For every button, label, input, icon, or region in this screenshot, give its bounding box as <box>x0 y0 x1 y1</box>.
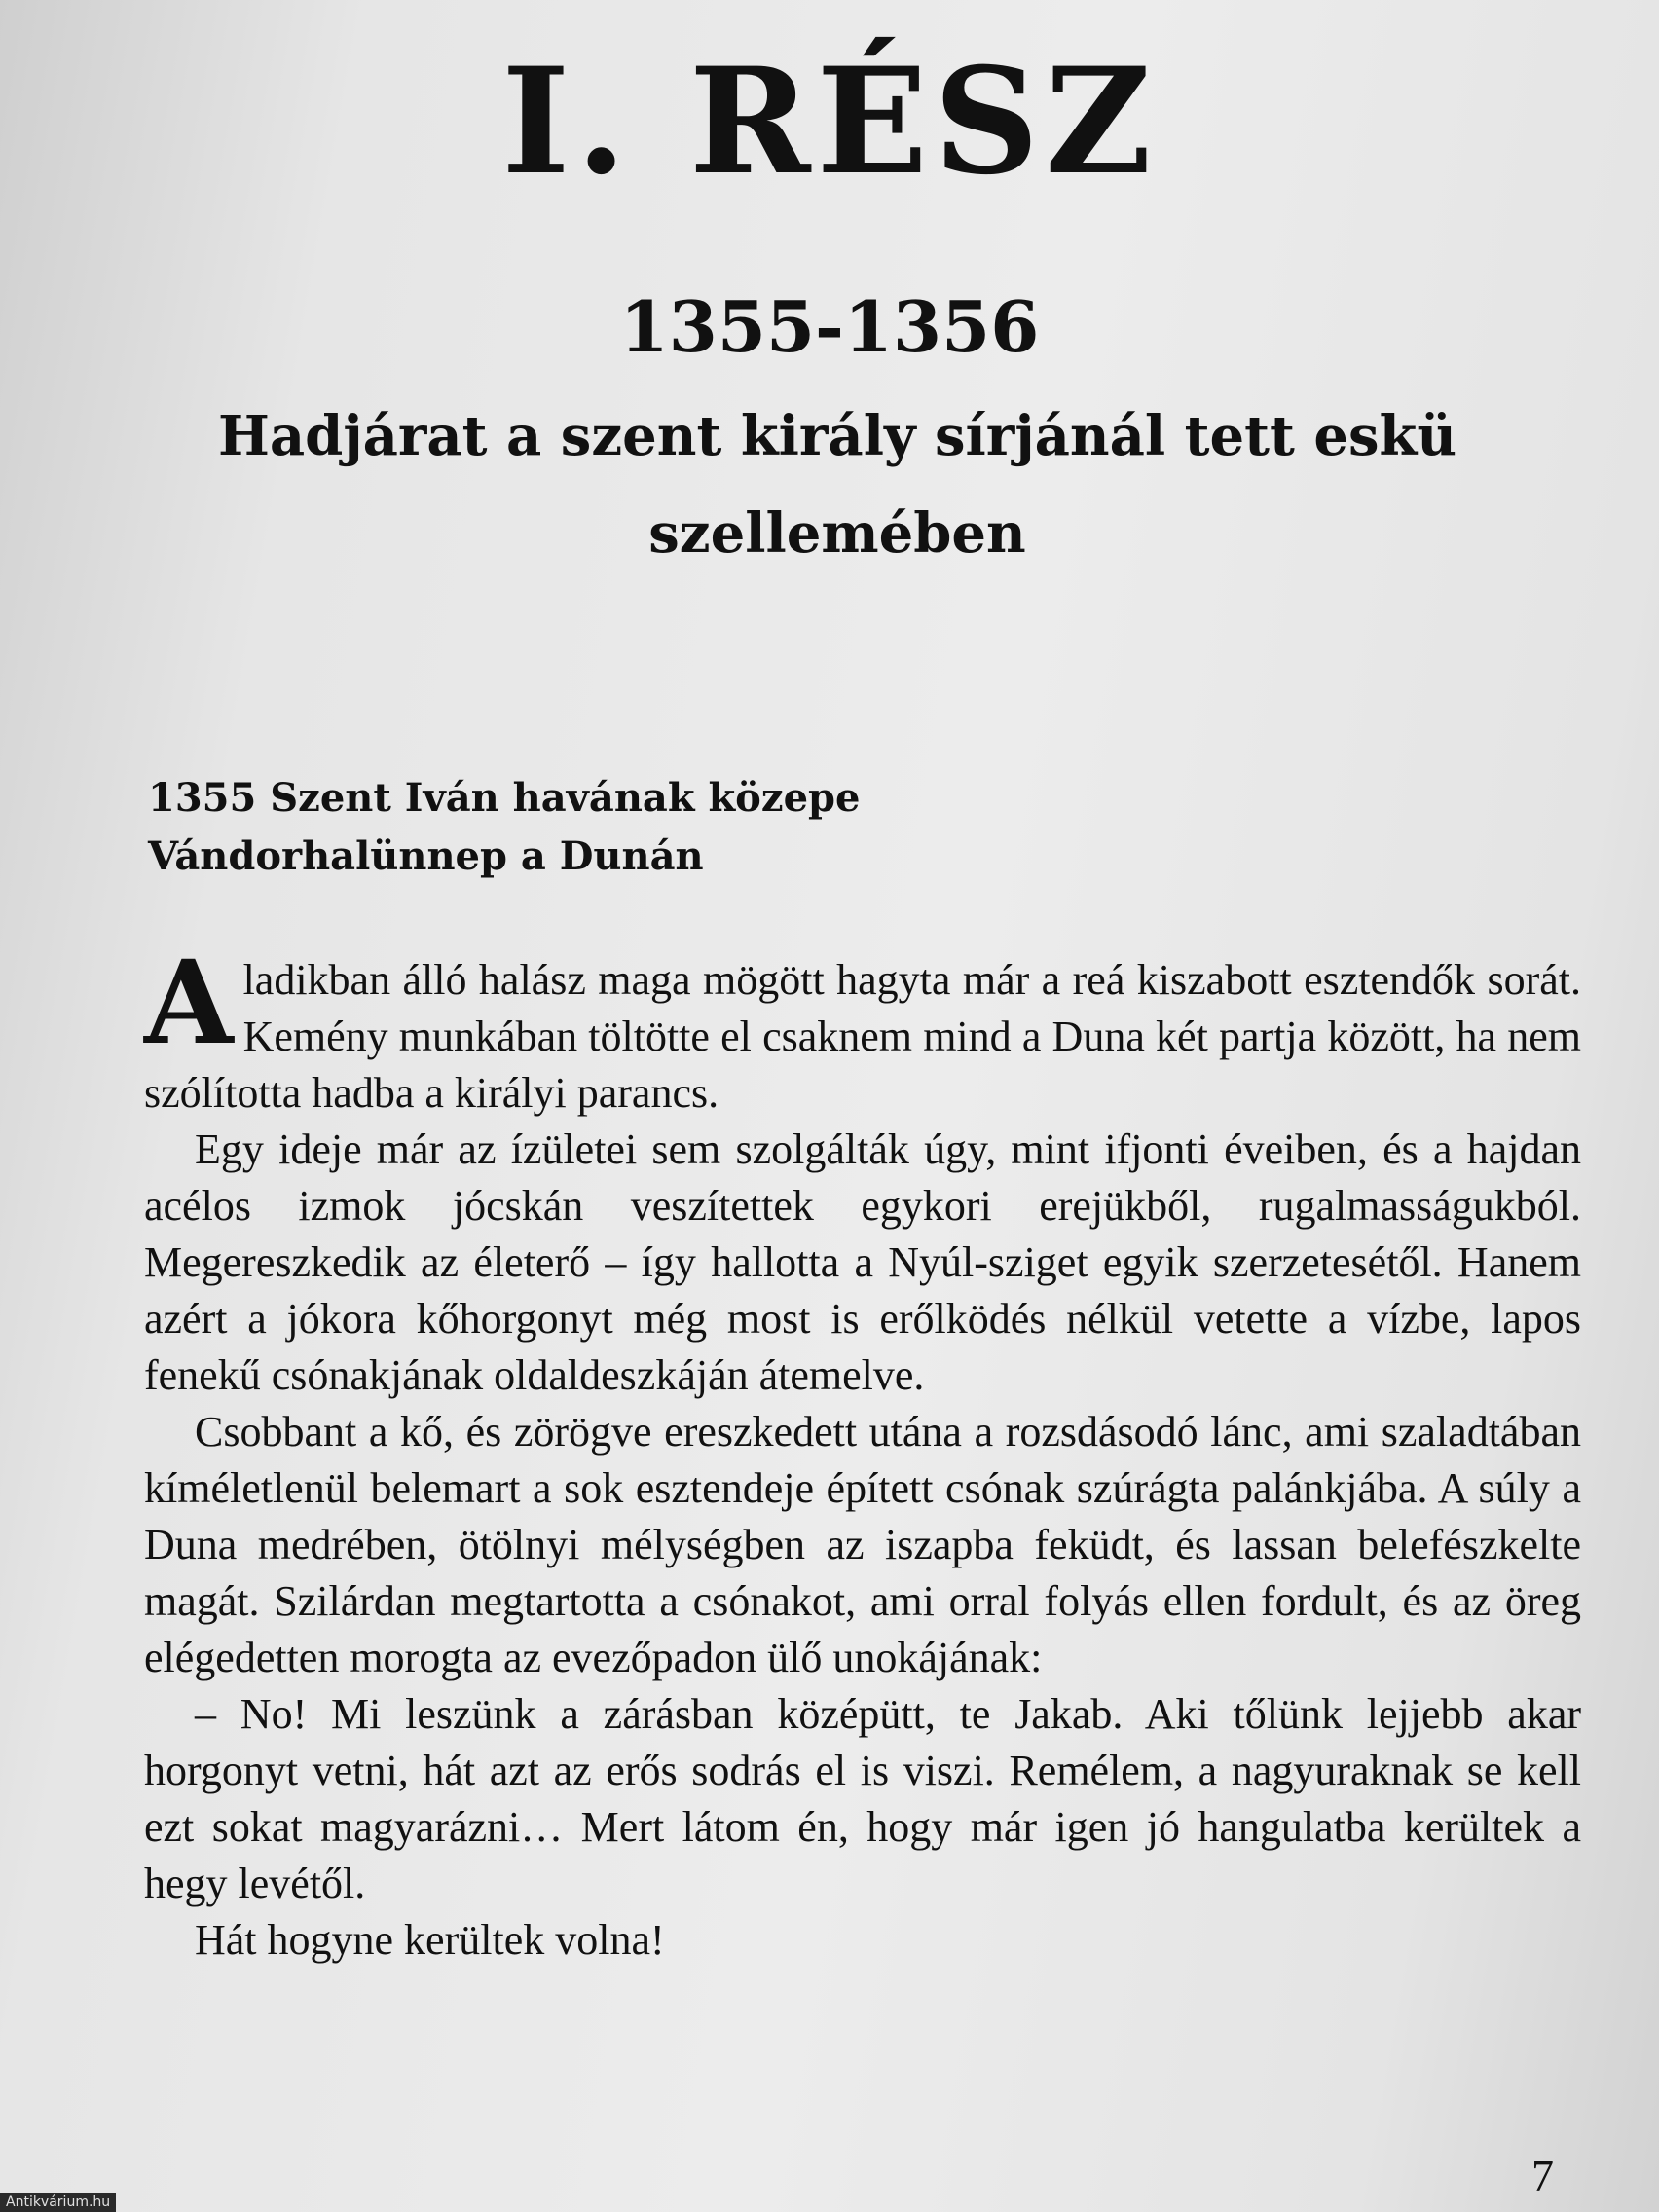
chapter-years: 1355-1356 <box>619 285 1040 368</box>
section-heading-date: 1355 Szent Iván havának közepe <box>148 775 861 821</box>
part-title: I. RÉSZ <box>501 36 1158 207</box>
paragraph-2: Egy ideje már az ízületei sem szolgálták úgy, mint ifjonti éveiben, és a hajdan acélos izmok jócskán veszítettek egykori erejükből, rugalmasságukból. Megereszkedik az életerő – így hallotta a Nyúl-sziget egyik szerzetesétől. Hanem azért a jókora kőhorgonyt még most is erőlködés nélkül vetette a vízbe, lapos fenekű csónakjának oldaldeszkáján átemelve. <box>144 1125 1581 1399</box>
paragraph-5: Hát hogyne kerültek volna! <box>195 1916 665 1964</box>
drop-cap: A <box>144 935 234 1070</box>
paragraph-3: Csobbant a kő, és zörögve ereszkedett utána a rozsdásodó lánc, ami szaladtában kíméletlenül belemart a sok esztendeje épített csónak szúrágta palánkjába. A súly a Duna medrében, ötölnyi mélységben az iszapba feküdt, és lassan belefészkelte magát. Szilárdan megtartotta a csónakot, ami orral folyás ellen fordult, és az öreg elégedetten morogta az evezőpadon ülő unokájának: <box>144 1408 1581 1681</box>
section-heading-title: Vándorhalünnep a Dunán <box>148 833 704 879</box>
chapter-subtitle: Hadjárat a szent király sírjánál tett eskü szellemében <box>217 404 1457 566</box>
body-text <box>144 935 1581 1969</box>
paragraph-1-text: ladikban álló halász maga mögött hagyta már a reá kiszabott esztendők sorát. Kemény munkában töltötte el csaknem mind a Duna két partja között, ha nem szólította hadba a királyi parancs. <box>144 956 1581 1117</box>
watermark: Antikvárium.hu <box>0 2193 116 2212</box>
paragraph-1 <box>144 935 1581 1122</box>
paragraph-4: – No! Mi leszünk a zárásban középütt, te Jakab. Aki tőlünk lejjebb akar horgonyt vetni, hát azt az erős sodrás el is viszi. Remélem, a nagyuraknak se kell ezt sokat magyarázni… Mert látom én, hogy már igen jó hangulatba kerültek a hegy levétől. <box>144 1690 1581 1907</box>
page-number: 7 <box>1531 2151 1554 2200</box>
